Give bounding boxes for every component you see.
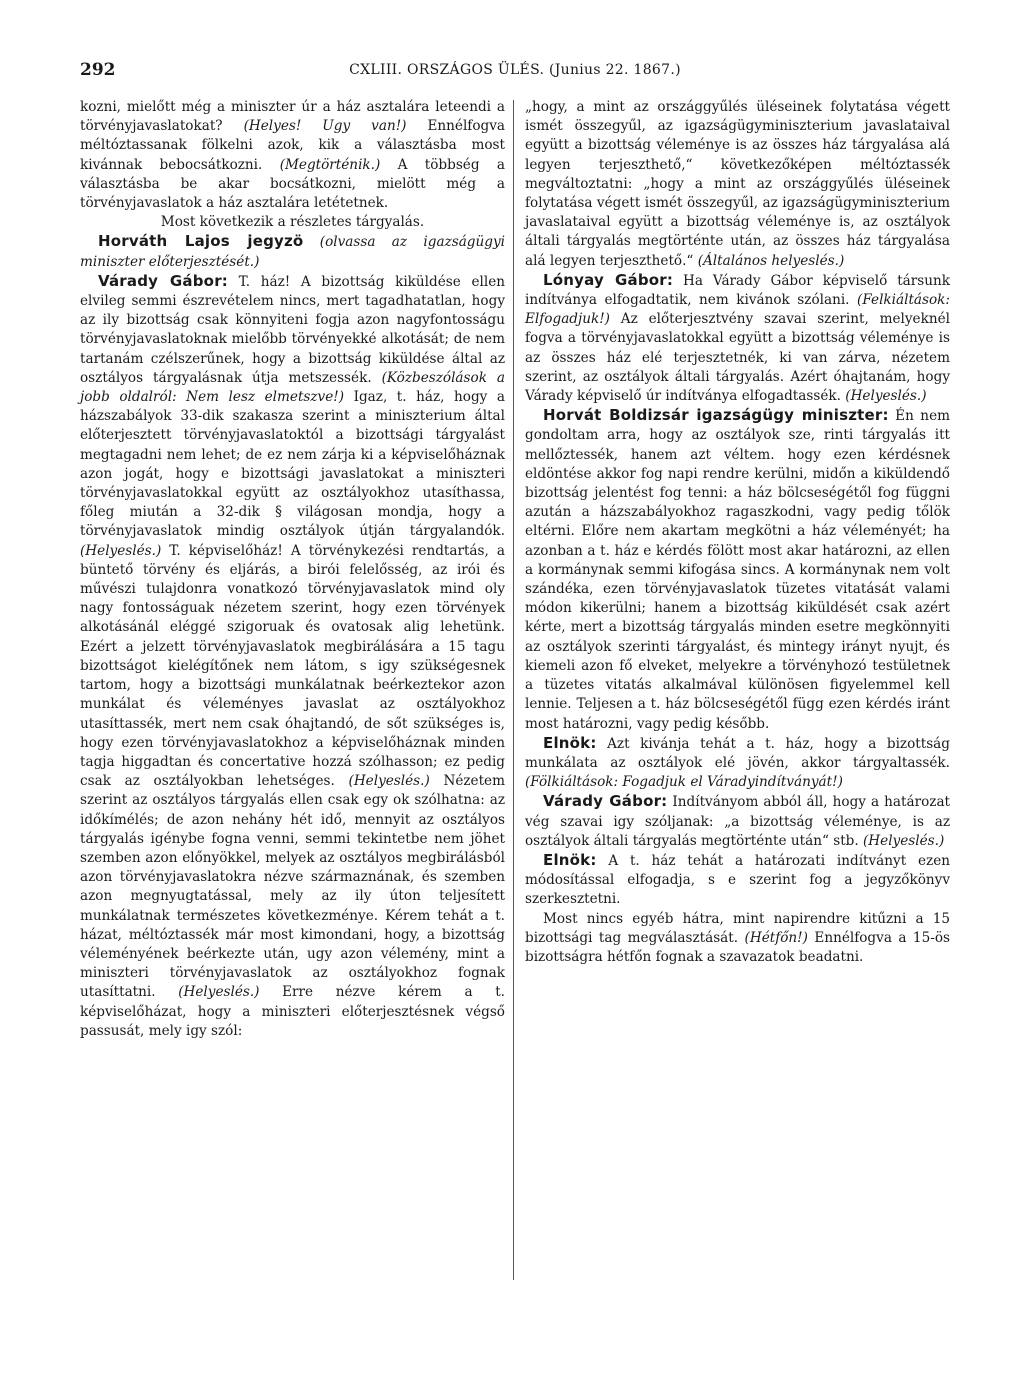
paragraph-text: Ha Várady Gábor képviselő társunk indítványa elfogadtatik, nem kivánok szólani.: [525, 272, 951, 309]
speaker-name: Horvát Boldizsár igazságügy miniszter:: [543, 406, 889, 425]
running-title: CXLIII. ORSZÁGOS ÜLÉS. (Junius 22. 1867.): [349, 62, 681, 78]
paragraph-text: Nézetem szerint az osztályos tárgyalás ellen csak egy ok szólhatna: az időkímélés; de azon nehány hét idő, mennyit az osztályos tárgyalás igénybe fogna venni, semmi tekintetbe nem jöhet szemben azon előnyökkel, melyek az osztályos megbirálásból azon törvényjavaslatokra nézve származnának, és szemben azon megnyugtatással, mely az ily úton teljesített munkálatnak természetes következménye. Kérem tehát a t. házat, méltóztassék már most kimondani, hogy, a bizottság véleményének beérkezte után, ugy azon vélemény, mint a miniszteri törvényjavaslatok az osztályokhoz fognak utasíttatni.: [80, 773, 505, 1001]
speaker-name: Elnök:: [543, 850, 597, 869]
paragraph: [525, 851, 950, 910]
paragraph: [80, 213, 505, 232]
page-header: [80, 60, 950, 84]
italic-note: (Fölkiáltások: Fogadjuk el Váradyindítványát!): [525, 774, 843, 791]
paragraph-text: Ennélfogva méltóztassanak fölkelni azok, kik a választásba most kivánnak bebocsátkozni.: [80, 118, 506, 173]
paragraph: [525, 910, 950, 968]
italic-note: (Hétfőn!): [744, 929, 808, 946]
paragraph-text: Erre nézve kérem a t. képviselőházat, hogy a miniszteri előterjesztésnek végső passusát, mely igy szól:: [80, 984, 505, 1039]
speaker-name: Elnök:: [543, 733, 597, 752]
speaker-name: Várady Gábor:: [98, 271, 228, 290]
italic-note: (Helyeslés.): [178, 984, 260, 1001]
speaker-name: Horváth Lajos jegyzö: [98, 232, 304, 251]
left-column: [80, 98, 505, 1041]
paragraph: [525, 406, 950, 733]
speaker-name: Lónyay Gábor:: [543, 270, 674, 289]
paragraph-text: Most következik a részletes tárgyalás.: [160, 214, 425, 231]
italic-note: (Helyeslés.): [863, 832, 945, 849]
italic-note: (Helyeslés.): [80, 542, 162, 559]
paragraph-text: A t. ház tehát a határozati indítványt ezen módosítással elfogadja, s e szerint fog a jegyzőkönyv szerkesztetni.: [525, 852, 950, 908]
paragraph-text: Az előterjesztvény szavai szerint, melyeknél fogva a törvényjavaslatokkal együtt a bizottság véleménye is az összes ház elé terjesztetnék, ki van zárva, nézetem szerint, az osztályok általi tárgyalás. Azért óhajtanám, hogy Várady képviselő úr indítványa elfogadtassék.: [525, 311, 950, 405]
italic-note: (Általános helyeslés.): [697, 252, 845, 269]
paragraph-text: T. képviselőház! A törvénykezési rendtartás, a büntető törvény és eljárás, a birói felelősség, az irói és művészi tulajdonra vonatkozó törvényjavaslatok mind oly nagy fontosságuak nézetem szerint, hogy ezen törvények alkotásánál eléggé szigoruak és ovatosak alig lehetünk. Ezért a jelzett törvényjavaslatok megbirálására a 15 tagu bizottságot kielégítőnek nem látom, s igy szükségesnek tartom, hogy a bizottsági munkálatnak beérkeztekor azon munkálat és véleményes javaslat az osztályokhoz utasíttassék, mert nem csak óhajtandó, de sőt szükséges is, hogy ezen törvényjavaslatokhoz a képviselőháznak minden tagja higgadtan és concertative hozzá szólhasson; ez pedig csak az osztályokban lehetséges.: [80, 542, 505, 790]
column-divider: [513, 100, 514, 1280]
paragraph: [80, 232, 505, 271]
paragraph-text: A többség a választásba be akar bocsátkozni, mielött még a törvényjavaslatok a ház asztalára letétetnek.: [80, 156, 505, 212]
paragraph: [80, 272, 505, 1041]
paragraph: [525, 98, 950, 271]
italic-note: (Megtörténik.): [279, 156, 381, 173]
paragraph-text: Ennélfogva a 15-ös bizottságra hétfőn fognak a szavazatok beadatni.: [525, 929, 950, 965]
italic-note: (Helyeslés.): [845, 388, 927, 405]
italic-note: (Helyeslés.): [348, 773, 430, 790]
paragraph-text: kozni, mielőtt még a miniszter úr a ház asztalára leteendi a törvényjavaslatokat?: [80, 99, 505, 135]
paragraph-text: T. ház! A bizottság kiküldése ellen elvileg semmi észrevételem nincs, mert tagadhatatlan, hogy az ily bizottság csak könnyiteni fogja azon nagyfontosságu törvényjavaslatoknak mielőbb törvényekké alkotását; de nem tartanám czélszerűnek, hogy a bizottság kiküldése által az osztályos tárgyalásnak útja metszessék.: [80, 273, 505, 386]
italic-note: (olvassa az igazságügyi miniszter előterjesztését.): [80, 234, 505, 270]
paragraph-text: [303, 234, 319, 250]
paragraph-text: Most nincs egyéb hátra, mint napirendre kitűzni a 15 bizottsági tag megválasztását.: [525, 910, 950, 946]
paragraph-text: Igaz, t. ház, hogy a házszabályok 33-dik szakasza szerint a miniszterium által előterjesztett törvényjavaslatoktól a bizottsági tárgyalást megtagadni nem lehet; de ez nem zárja ki a képviselőháznak azon jogát, hogy e bizottsági javaslatokat a miniszteri törvényjavaslatokkal együtt az osztályokhoz utasíthassa, főleg miután a 32-dik § világosan mondja, hogy a törvényjavaslatok mindig osztályok útján tárgyalandók.: [80, 389, 505, 540]
paragraph-text: „hogy, a mint az országgyűlés üléseinek folytatása végett ismét összegyűl, az igazságügyminiszterium javaslataival együtt a bizottság véleménye is az összes ház tárgyalása alá legyen terjeszthető,“ következőképen méltóztassék megváltoztatni: „hogy a mint az országgyűlés üléseinek folytatása végett ismét összegyűl, az igazságügyminiszterium javaslataival együtt a bizottság véleménye is, az osztályok általi tárgyalás megtörténte után, az összes ház tárgyalása alá legyen terjeszthető.“: [525, 99, 950, 269]
page-number: 292: [80, 60, 116, 80]
italic-note: (Felkiáltások: Elfogadjuk!): [525, 292, 950, 328]
paragraph-text: Azt kivánja tehát a t. ház, hogy a bizottság munkálata az osztályok elé jövén, akkor tárgyaltassék.: [525, 735, 950, 771]
paragraph: [80, 98, 505, 213]
speaker-name: Várady Gábor:: [543, 792, 668, 811]
paragraph: [525, 271, 950, 406]
paragraph: [525, 734, 950, 793]
italic-note: (Közbeszólások a jobb oldalról: Nem lesz elmetszve!): [80, 369, 505, 406]
right-column: [525, 98, 950, 967]
paragraph-text: Indítványom abból áll, hogy a határozat vég szavai igy szóljanak: „a bizottság véleménye, is az osztályok általi tárgyalás megtörténte után“ stb.: [525, 794, 951, 849]
italic-note: (Helyes! Ugy van!): [243, 118, 407, 135]
paragraph-text: Én nem gondoltam arra, hogy az osztályok sze, rinti tárgyalás itt mellőztessék, hanem azt véltem. hogy ezen kérdésnek eldöntése akkor fog napi rendre kerülni, midőn a kiküldendő bizottság jelentést fog tenni: a ház bölcseségétől fog függni azután a házszabályokhoz ragaszkodni, vagy pedig tőlök eltérni. Előre nem akartam megkötni a ház véleményét; ha azonban a t. ház e kérdés fölött most akar határozni, az ellen a kormánynak semmi kifogása sincs. A kormánynak nem volt szándéka, ezen törvényjavaslatok tüzetes vitatását valami módon kikerülni; hanem a bizottság kiküldését csak azért kérte, mert a bizottság tárgyalás minden esetre megkönnyiti az osztályok szerinti tárgyalást, és mintegy irányt nyujt, és kiemeli azon fő elveket, melyekre a törvényhozó testületnek a tüzetes vitatás alkalmával különösen figyelemmel kell lennie. Teljesen a t. ház bölcseségétől függ ezen kérdés iránt most határozni, vagy pedig később.: [525, 408, 950, 732]
paragraph: [525, 792, 950, 851]
